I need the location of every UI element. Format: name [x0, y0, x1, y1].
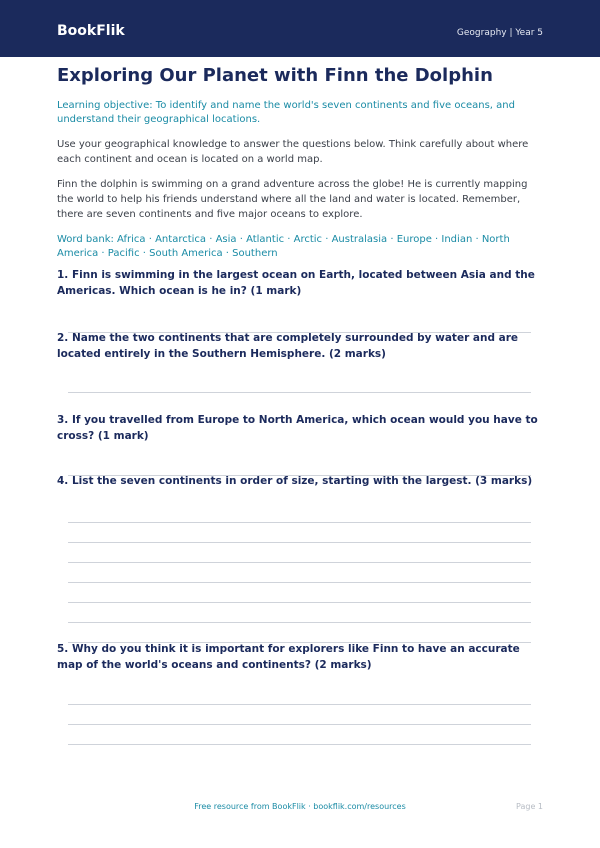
page-title: Exploring Our Planet with Finn the Dolphin: [57, 65, 493, 86]
question-text: 2. Name the two continents that are completely surrounded by water and are located entirely in the Southern Hemisphere. (2 marks): [57, 332, 519, 360]
answer-line[interactable]: [68, 582, 531, 583]
page-number: Page 1: [516, 802, 543, 811]
answer-line[interactable]: [68, 622, 531, 623]
question-1: [57, 267, 543, 299]
learning-objective: Learning objective: To identify and name the world's seven continents and five oceans, and understand their geographical locations.: [57, 100, 515, 125]
answer-line[interactable]: [68, 602, 531, 603]
answer-line[interactable]: [68, 704, 531, 705]
subject-label: Geography | Year 5: [456, 28, 543, 38]
question-text: 1. Finn is swimming in the largest ocean on Earth, located between Asia and the Americas. Which ocean is he in? (1 mark): [57, 269, 535, 297]
story-text: Finn the dolphin is swimming on a grand adventure across the globe! He is currently mapping the world to help his friends understand where all the land and water is located. Remember, there are seven continents and five major oceans to explore.: [57, 179, 528, 220]
answer-line[interactable]: [68, 744, 531, 745]
answer-line[interactable]: [68, 724, 531, 725]
question-text: 3. If you travelled from Europe to North America, which ocean would you have to cross? (1 mark): [57, 414, 538, 442]
worksheet-intro: [57, 64, 543, 261]
page-header: [0, 0, 600, 57]
question-text: 5. Why do you think it is important for explorers like Finn to have an accurate map of the world's oceans and continents? (2 marks): [57, 643, 520, 671]
brand-logo: BookFlik: [57, 23, 125, 39]
answer-line[interactable]: [68, 542, 531, 543]
question-3: [57, 412, 543, 444]
answer-line[interactable]: [68, 562, 531, 563]
answer-line[interactable]: [68, 392, 531, 393]
instructions-text: Use your geographical knowledge to answer the questions below. Think carefully about where each continent and ocean is located on a world map.: [57, 139, 529, 165]
word-bank: Word bank: Africa · Antarctica · Asia · Atlantic · Arctic · Australasia · Europe · Indian · North America · Pacific · South America · Southern: [57, 234, 510, 259]
question-5: [57, 641, 543, 673]
question-4: [57, 473, 543, 489]
question-2: [57, 330, 543, 362]
footer-resource-link[interactable]: Free resource from BookFlik · bookflik.com/resources: [194, 802, 406, 811]
question-text: 4. List the seven continents in order of size, starting with the largest. (3 marks): [57, 475, 533, 487]
answer-line[interactable]: [68, 522, 531, 523]
